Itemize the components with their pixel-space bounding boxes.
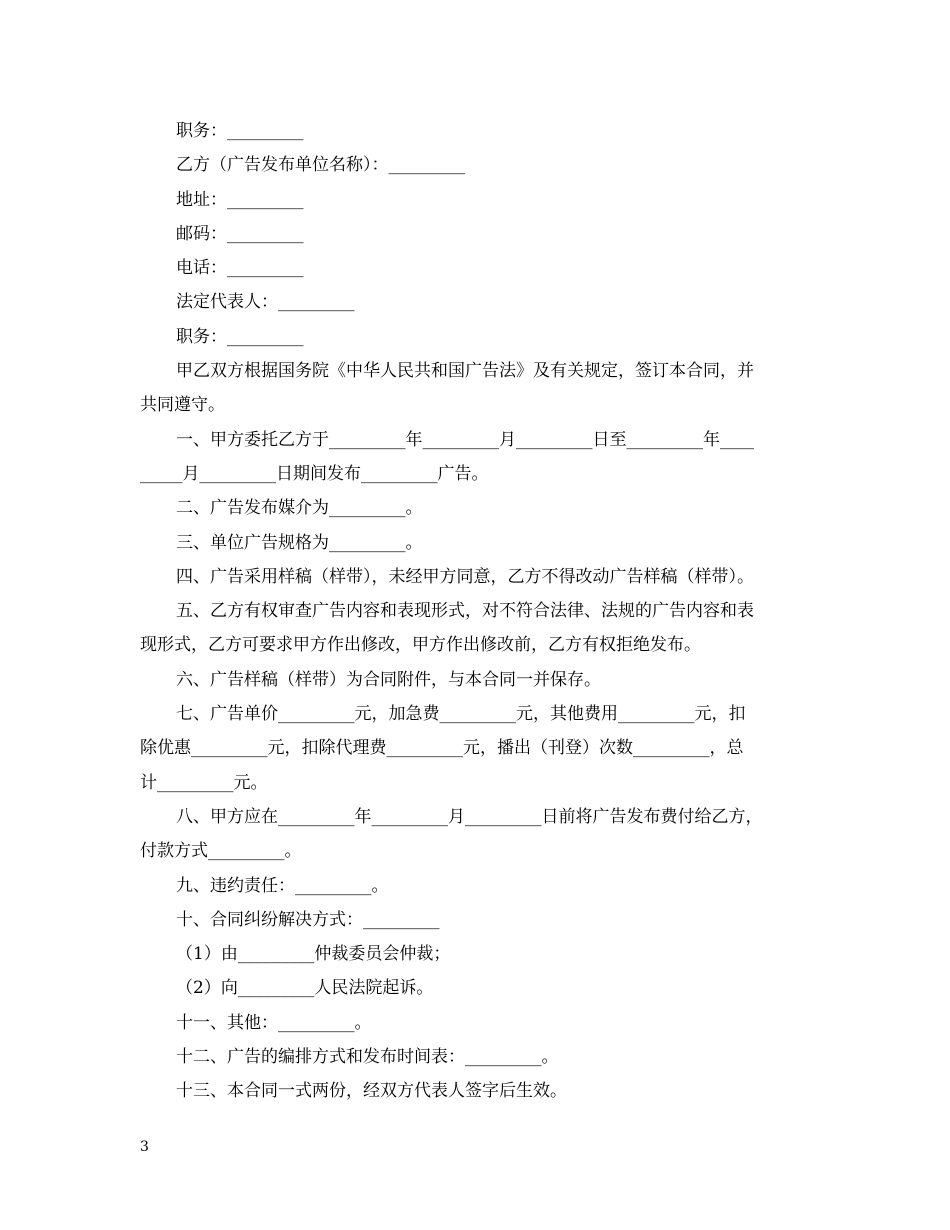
text-line: 甲乙双方根据国务院《中华人民共和国广告法》及有关规定，签订本合同，并 [176, 361, 754, 382]
text-line: 六、广告样稿（样带）为合同附件，与本合同一并保存。 [176, 669, 601, 690]
text-line: 八、甲方应在_________年_________月_________日前将广告发布费付给乙方， [176, 806, 763, 827]
text-line: 乙方（广告发布单位名称）：_________ [176, 155, 465, 176]
text-line: 法定代表人：_________ [176, 292, 355, 313]
text-line: 职务：_________ [176, 121, 304, 141]
text-line: 现形式，乙方可要求甲方作出修改，甲方作出修改前，乙方有权拒绝发布。 [140, 635, 701, 656]
text-line: 付款方式_________。 [140, 841, 302, 862]
text-line: 三、单位广告规格为_________。 [176, 532, 423, 553]
text-line: _____月_________日期间发布_________广告。 [140, 463, 489, 484]
page-number: 3 [140, 1139, 149, 1155]
text-line: 十三、本合同一式两份，经双方代表人签字后生效。 [176, 1081, 567, 1102]
text-line: 地址：_________ [176, 189, 304, 210]
contract-body [140, 114, 812, 1109]
text-line: 七、广告单价_________元，加急费_________元，其他费用_________元，扣 [176, 704, 746, 725]
text-line: 电话：_________ [176, 258, 304, 279]
text-line: （1）由_________仲裁委员会仲裁； [176, 944, 451, 965]
text-line: 计_________元。 [140, 772, 268, 793]
text-line: 四、广告采用样稿（样带），未经甲方同意，乙方不得改动广告样稿（样带）。 [176, 566, 754, 587]
text-line: 十二、广告的编排方式和发布时间表：_________。 [176, 1047, 559, 1068]
text-line: 职务：_________ [176, 326, 304, 347]
text-line: 十、合同纠纷解决方式：_________ [176, 909, 440, 930]
text-line: 共同遵守。 [140, 395, 225, 416]
text-line: 九、违约责任：_________。 [176, 875, 389, 896]
text-line: 除优惠_________元，扣除代理费_________元，播出（刊登）次数_________，总 [140, 738, 744, 759]
text-line: 一、甲方委托乙方于_________年_________月_________日至_________年____ [176, 429, 754, 450]
text-line: 十一、其他：_________。 [176, 1012, 372, 1033]
text-line: 邮码：_________ [176, 223, 304, 244]
text-line: 二、广告发布媒介为_________。 [176, 498, 423, 519]
text-line: （2）向_________人民法院起诉。 [176, 978, 434, 999]
text-line: 五、乙方有权审查广告内容和表现形式，对不符合法律、法规的广告内容和表 [176, 601, 754, 622]
